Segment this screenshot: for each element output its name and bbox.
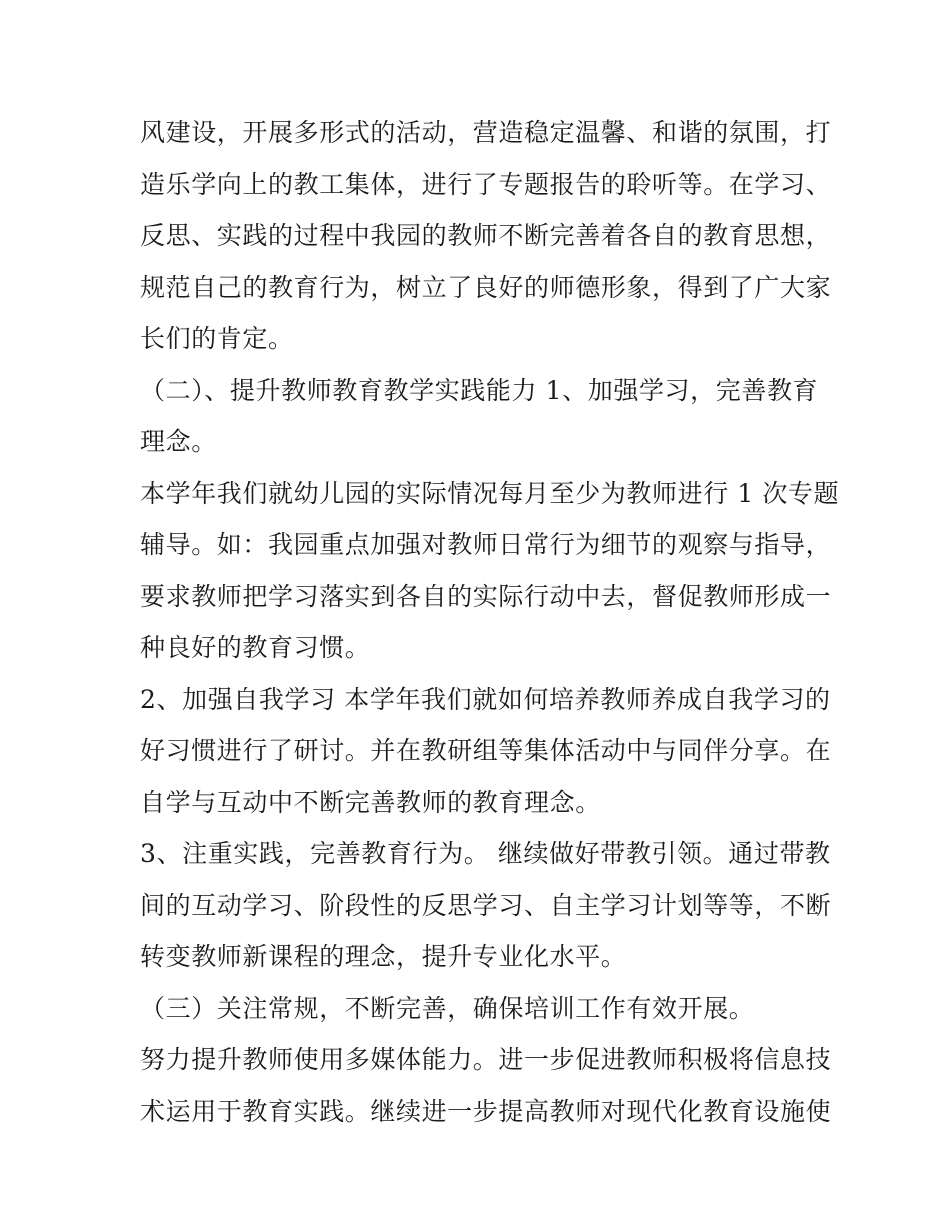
- text-line: 自学与互动中不断完善教师的教育理念。: [140, 787, 601, 817]
- text-line: 造乐学向上的教工集体，进行了专题报告的聆听等。在学习、: [140, 169, 832, 199]
- text-line: 要求教师把学习落实到各自的实际行动中去，督促教师形成一: [140, 581, 832, 611]
- text-line: 本学年我们就幼儿园的实际情况每月至少为教师进行 1 次专题: [140, 478, 840, 508]
- text-line: 风建设，开展多形式的活动，营造稳定温馨、和谐的氛围，打: [140, 118, 832, 147]
- text-line: 长们的肯定。: [140, 324, 294, 353]
- text-line: 3、注重实践，完善教育行为。 继续做好带教引领。通过带教: [140, 839, 831, 868]
- section-heading-2: （二）、提升教师教育教学实践能力 1、加强学习，完善教育: [140, 375, 819, 405]
- text-line: 2、加强自我学习 本学年我们就如何培养教师养成自我学习的: [140, 684, 831, 714]
- text-line: 间的互动学习、阶段性的反思学习、自主学习计划等等，不断: [140, 890, 832, 920]
- text-line: 术运用于教育实践。继续进一步提高教师对现代化教育设施使: [140, 1096, 832, 1126]
- text-line: 种良好的教育习惯。: [140, 633, 371, 662]
- text-line: 反思、实践的过程中我园的教师不断完善着各自的教育思想，: [140, 221, 832, 250]
- text-line: 规范自己的教育行为，树立了良好的师德形象，得到了广大家: [140, 272, 832, 302]
- text-line: 努力提升教师使用多媒体能力。进一步促进教师积极将信息技: [140, 1045, 832, 1074]
- text-line: 理念。: [140, 427, 217, 456]
- body-text: [140, 107, 840, 1137]
- section-heading-3: （三）关注常规，不断完善，确保培训工作有效开展。: [140, 993, 755, 1023]
- text-line: 辅导。如：我园重点加强对教师日常行为细节的观察与指导，: [140, 530, 832, 559]
- text-line: 转变教师新课程的理念，提升专业化水平。: [140, 942, 627, 971]
- text-line: 好习惯进行了研讨。并在教研组等集体活动中与同伴分享。在: [140, 736, 832, 765]
